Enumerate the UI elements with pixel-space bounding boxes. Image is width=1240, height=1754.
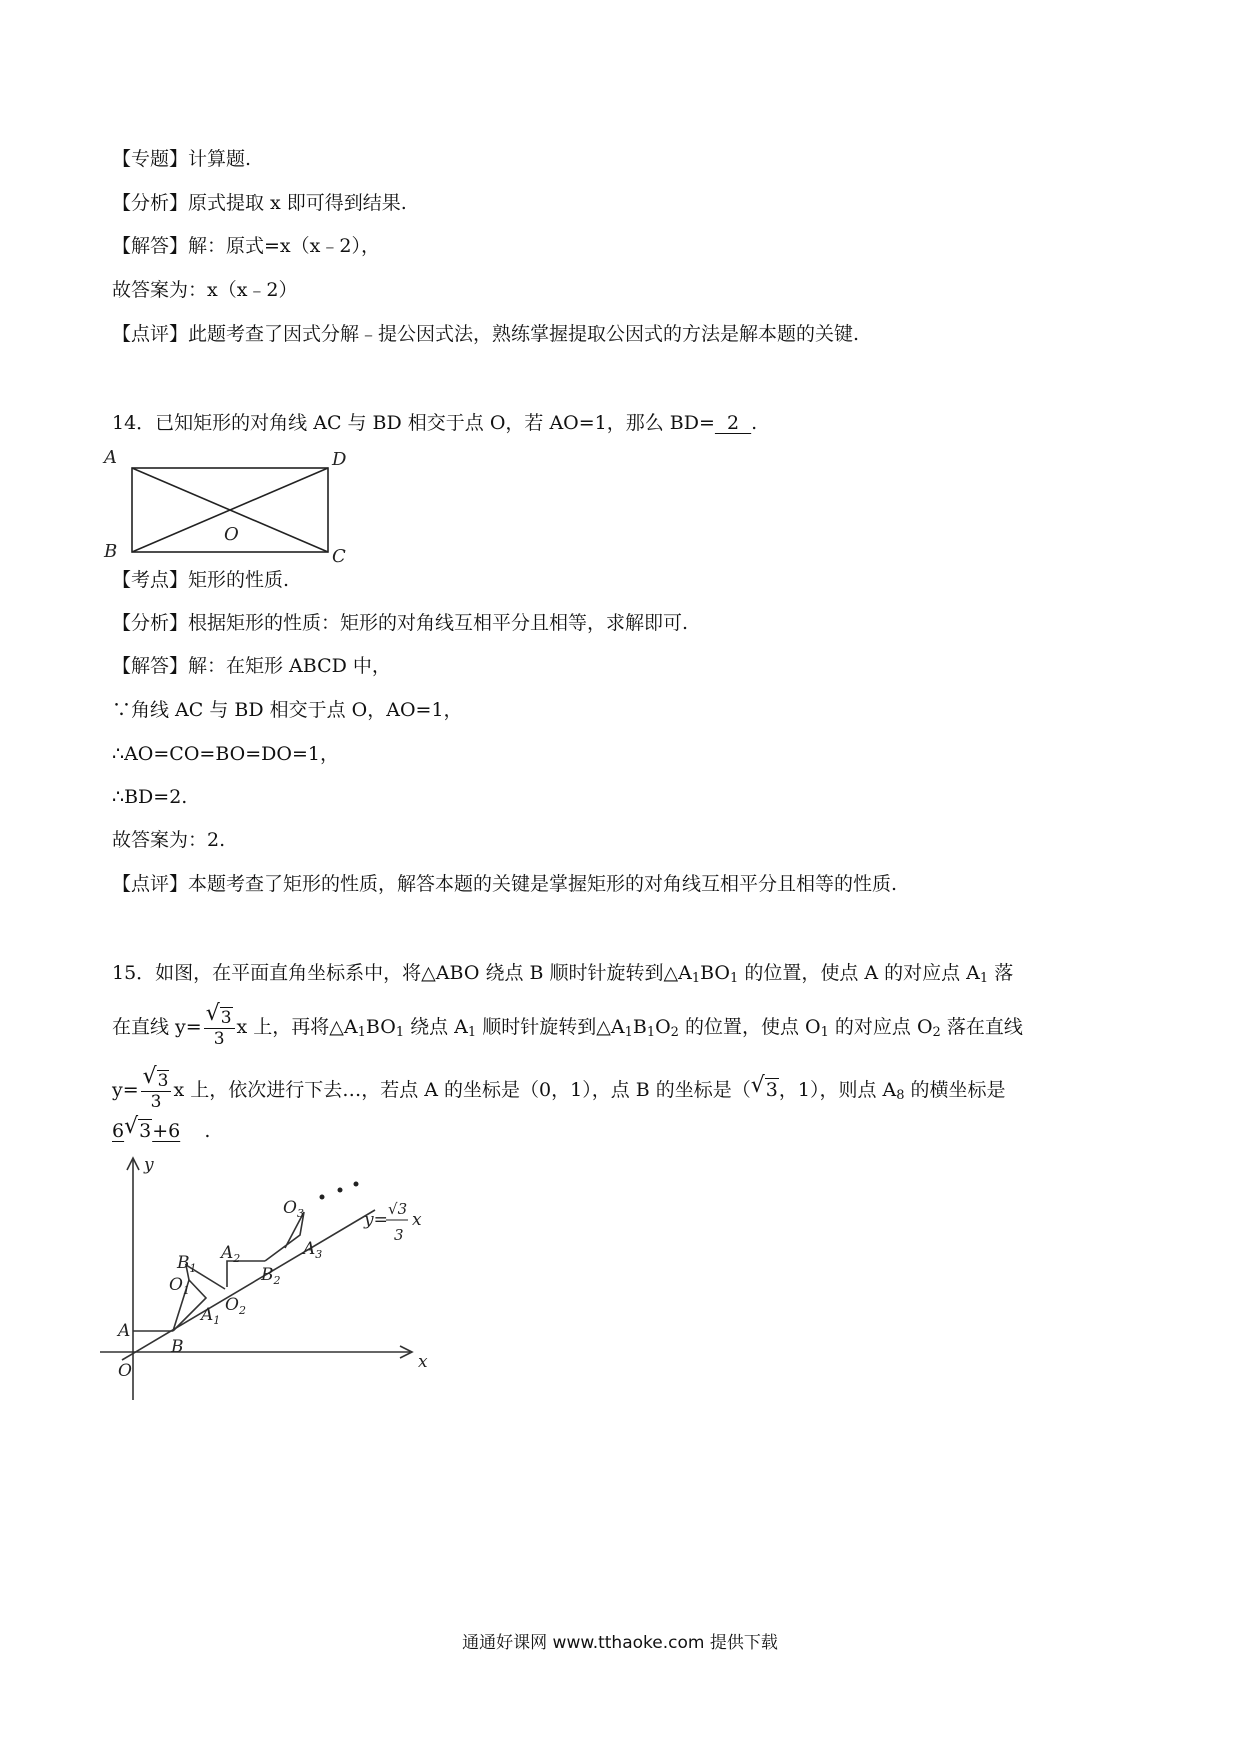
fraction-numerator: 3 (157, 1070, 169, 1091)
label-c: C (332, 546, 346, 564)
q14-stem (112, 410, 757, 436)
fraction-denominator: 3 (213, 1028, 225, 1049)
answer-end: . (180, 1120, 211, 1142)
line-equation-x: x (412, 1210, 422, 1230)
q15-answer-line (112, 1114, 211, 1144)
label-b: B (171, 1337, 184, 1357)
q15-text: 的位置，使点 O (678, 1016, 821, 1038)
label-b2: $B_2$ (261, 1265, 281, 1287)
subscript: 1 (691, 971, 701, 986)
q15-text: 落在直线 (940, 1016, 1023, 1038)
label-o1: $O_1$ (169, 1275, 190, 1297)
subscript: 1 (979, 971, 989, 986)
q15-text: 绕点 A (404, 1016, 468, 1038)
q15-text: B (632, 1016, 647, 1038)
fraction-denominator: 3 (150, 1091, 162, 1112)
sqrt-3: √ 3 (124, 1114, 152, 1142)
label-a: A (104, 447, 117, 468)
q15-text: 顺时针旋转到△A (476, 1016, 625, 1038)
q14-sol3: ∴AO=CO=BO=DO=1， (112, 743, 339, 765)
fraction-sqrt3-over-3: √ 3 3 (141, 1071, 172, 1112)
sqrt-radicand: 3 (139, 1120, 152, 1142)
q15-text: x 上，依次进行下去…，若点 A 的坐标是（0，1），点 B 的坐标是（ (173, 1079, 751, 1101)
line-equation-num: √3 (388, 1200, 408, 1218)
q14-point: 【考点】矩形的性质. (112, 569, 290, 591)
q14-sol4: ∴BD=2. (112, 786, 188, 808)
q15-line2 (112, 1000, 1023, 1055)
fraction-sqrt3-over-3: √ 3 3 (204, 1008, 235, 1049)
label-a: A (118, 1321, 131, 1341)
q14-stem-text: 14．已知矩形的对角线 AC 与 BD 相交于点 O，若 AO=1，那么 BD= (112, 412, 715, 434)
q15-line3 (112, 1063, 1006, 1118)
q15-answer-blank (112, 1114, 181, 1142)
ellipsis-dot (338, 1188, 343, 1193)
label-b: B (104, 541, 118, 562)
subscript: 1 (820, 1025, 829, 1040)
label-d: D (332, 449, 347, 470)
label-x: x (418, 1352, 428, 1372)
subscript: 1 (467, 1025, 477, 1040)
q14-answer: 故答案为：2. (112, 829, 226, 851)
label-o3: $O_3$ (283, 1198, 304, 1220)
label-origin: O (118, 1361, 132, 1381)
label-y: y (144, 1155, 154, 1175)
topic-line: 【专题】计算题. (112, 148, 252, 170)
subscript: 1 (624, 1025, 633, 1040)
q15-text: 在直线 y= (112, 1016, 202, 1038)
q15-text: 落 (988, 962, 1014, 984)
footer-source: 通通好课网 www.tthaoke.com 提供下载 (462, 1633, 778, 1653)
q15-text: 的对应点 O (828, 1016, 933, 1038)
line-equation-lhs: y= (364, 1210, 388, 1230)
q15-text: BO (700, 962, 731, 984)
ellipsis-dot (320, 1195, 325, 1200)
label-o2: $O_2$ (225, 1295, 246, 1317)
q15-line1 (112, 960, 1013, 992)
answer-line: 故答案为：x（x﹣2） (112, 279, 298, 301)
subscript: 1 (395, 1025, 405, 1040)
subscript: 2 (670, 1025, 679, 1040)
q15-text: BO (365, 1016, 396, 1038)
q14-sol2: ∵角线 AC 与 BD 相交于点 O，AO=1， (112, 699, 463, 721)
label-a2: $A_2$ (221, 1243, 241, 1265)
q15-text: 15．如图，在平面直角坐标系中，将△ABO 绕点 B 顺时针旋转到△A (112, 962, 692, 984)
subscript: 2 (932, 1025, 941, 1040)
analysis-line: 【分析】原式提取 x 即可得到结果. (112, 192, 407, 214)
rotation-figure (100, 1150, 440, 1410)
ellipsis-dot (354, 1182, 359, 1187)
q15-text: y= (112, 1079, 139, 1101)
subscript: 8 (896, 1088, 905, 1103)
q14-end: . (751, 412, 758, 434)
q15-text: ，1），则点 A (778, 1079, 897, 1101)
comment-line: 【点评】此题考查了因式分解﹣提公因式法，熟练掌握提取公因式的方法是解本题的关键. (112, 323, 860, 345)
subscript: 1 (357, 1025, 366, 1040)
sqrt-3: √ 3 (750, 1073, 778, 1101)
fraction-numerator: 3 (220, 1007, 232, 1028)
q14-answer-blank: 2 (714, 412, 752, 434)
subscript: 1 (646, 1025, 656, 1040)
label-a3: $A_3$ (303, 1239, 323, 1261)
subscript: 1 (730, 971, 739, 986)
label-b1: $B_1$ (177, 1253, 197, 1275)
q15-text: 的位置，使点 A 的对应点 A (738, 962, 980, 984)
line-equation-den: 3 (394, 1226, 404, 1244)
answer-part: +6 (152, 1120, 181, 1142)
solution-line: 【解答】解：原式=x（x﹣2）， (112, 235, 380, 257)
q14-sol1: 【解答】解：在矩形 ABCD 中， (112, 655, 391, 677)
line-y-sqrt3-3-x (122, 1210, 375, 1360)
q15-text: x 上，再将△A (236, 1016, 358, 1038)
sqrt-radicand: 3 (765, 1079, 778, 1101)
answer-part: 6 (112, 1120, 125, 1142)
q15-text: 的横坐标是 (904, 1079, 1006, 1101)
q14-comment: 【点评】本题考查了矩形的性质，解答本题的关键是掌握矩形的对角线互相平分且相等的性质. (112, 873, 898, 895)
q14-analysis: 【分析】根据矩形的性质：矩形的对角线互相平分且相等，求解即可. (112, 612, 689, 634)
label-o: O (224, 524, 239, 545)
q15-text: O (655, 1016, 671, 1038)
label-a1: $A_1$ (201, 1305, 221, 1327)
rectangle-figure (100, 444, 350, 564)
